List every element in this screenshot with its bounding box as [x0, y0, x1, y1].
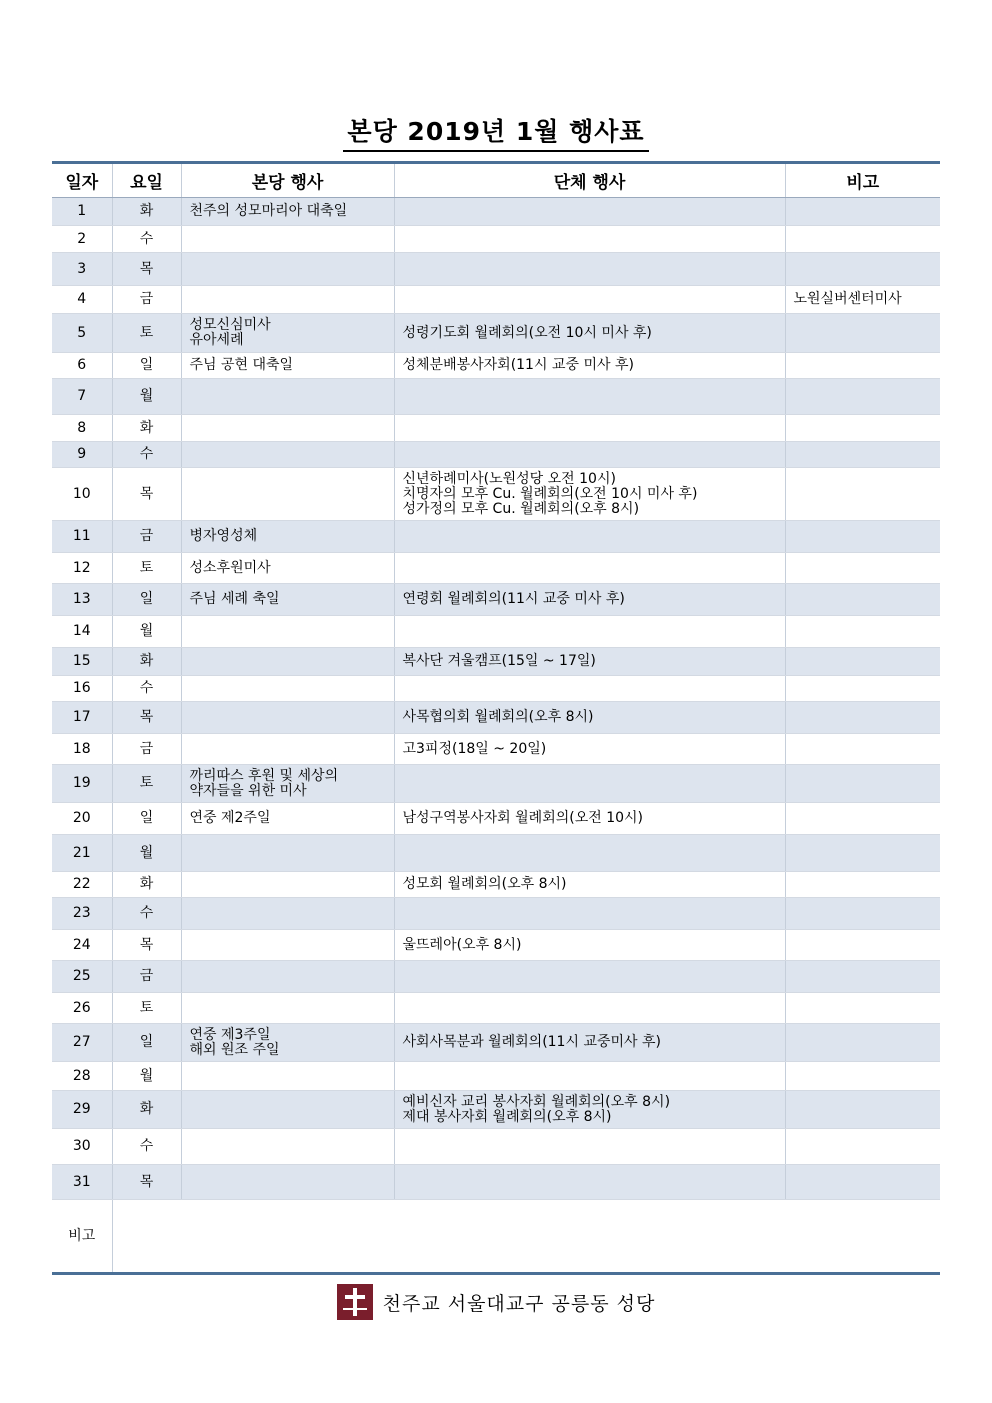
- cell-remarks: [785, 961, 940, 993]
- cell-remarks: [785, 872, 940, 898]
- cell-parish-event-line: 연중 제2주일: [189, 810, 271, 826]
- cell-parish-event: [181, 286, 394, 314]
- table-row: [52, 468, 940, 521]
- cell-group-event-line: 성모회 월례회의(오후 8시): [402, 876, 567, 892]
- cell-day: 수: [112, 1129, 181, 1165]
- cell-parish-event-line: 약자들을 위한 미사: [189, 782, 307, 799]
- cell-day: 금: [112, 286, 181, 314]
- table-row: [52, 353, 940, 379]
- cell-parish-event: [181, 415, 394, 442]
- cell-parish-event: [181, 835, 394, 872]
- cell-day: 수: [112, 226, 181, 253]
- cell-parish-event: [181, 993, 394, 1024]
- cell-date: 31: [52, 1165, 112, 1200]
- table-row: [52, 379, 940, 415]
- table-row: [52, 1129, 940, 1165]
- cell-date: 1: [52, 198, 112, 226]
- cell-remarks: [785, 1024, 940, 1062]
- table-row: [52, 1091, 940, 1129]
- cell-day: 목: [112, 1165, 181, 1200]
- footer-text: 천주교 서울대교구 공릉동 성당: [382, 1292, 656, 1315]
- note-row: [52, 1200, 940, 1274]
- cell-group-event: [394, 415, 785, 442]
- cell-remarks: [785, 1062, 940, 1091]
- table-row: [52, 1024, 940, 1062]
- page-title: 본당 2019년 1월 행사표: [343, 112, 648, 152]
- note-label: 비고: [52, 1200, 112, 1274]
- cell-group-event: [394, 898, 785, 930]
- cell-group-event: [394, 286, 785, 314]
- table-row: [52, 584, 940, 616]
- cell-parish-event-line: 병자영성체: [189, 528, 258, 544]
- cell-date: 26: [52, 993, 112, 1024]
- cell-date: 21: [52, 835, 112, 872]
- table-row: [52, 198, 940, 226]
- cell-remarks: [785, 765, 940, 803]
- cell-remarks: [785, 584, 940, 616]
- table-row: [52, 1062, 940, 1091]
- cell-parish-event: [181, 1129, 394, 1165]
- cell-remarks: [785, 468, 940, 521]
- cell-group-event: [394, 521, 785, 553]
- cell-parish-event-line: 유아세례: [189, 332, 244, 348]
- cell-remarks: [785, 1129, 940, 1165]
- cell-date: 23: [52, 898, 112, 930]
- cell-group-event: [394, 1165, 785, 1200]
- cell-day: 화: [112, 415, 181, 442]
- table-row: [52, 898, 940, 930]
- table-row: [52, 521, 940, 553]
- cell-group-event: [394, 226, 785, 253]
- cell-group-event: [394, 835, 785, 872]
- cell-day: 토: [112, 993, 181, 1024]
- table-row: [52, 872, 940, 898]
- cell-day: 금: [112, 521, 181, 553]
- cell-date: 22: [52, 872, 112, 898]
- cell-date: 12: [52, 553, 112, 584]
- cell-parish-event-line: 성소후원미사: [189, 559, 271, 576]
- cell-parish-event: [181, 702, 394, 734]
- cell-day: 목: [112, 930, 181, 961]
- cell-day: 수: [112, 442, 181, 468]
- cell-remarks: [785, 226, 940, 253]
- cell-group-event: [394, 379, 785, 415]
- cell-remarks: [785, 521, 940, 553]
- cell-parish-event: [181, 584, 394, 616]
- header-date: 일자: [52, 163, 112, 198]
- cell-date: 15: [52, 648, 112, 676]
- table-row: [52, 442, 940, 468]
- cell-parish-event: [181, 872, 394, 898]
- church-logo-icon: [337, 1284, 373, 1320]
- cell-remarks: [785, 930, 940, 961]
- cell-parish-event: [181, 765, 394, 803]
- cell-group-event-line: 복사단 겨울캠프(15일 ~ 17일): [402, 653, 596, 669]
- cell-remarks: [785, 415, 940, 442]
- cell-day: 월: [112, 835, 181, 872]
- cell-date: 28: [52, 1062, 112, 1091]
- cell-parish-event: [181, 616, 394, 648]
- cell-remarks: [785, 835, 940, 872]
- table-row: [52, 993, 940, 1024]
- cell-parish-event: [181, 676, 394, 702]
- cell-group-event: [394, 734, 785, 765]
- cell-date: 25: [52, 961, 112, 993]
- cell-group-event: [394, 872, 785, 898]
- cell-remarks: [785, 198, 940, 226]
- cell-day: 일: [112, 584, 181, 616]
- cell-group-event-line: 남성구역봉사자회 월례회의(오전 10시): [402, 810, 643, 826]
- cell-group-event-line: 고3피정(18일 ~ 20일): [402, 740, 547, 757]
- cell-group-event-line: 성령기도회 월례회의(오전 10시 미사 후): [402, 324, 652, 341]
- cell-group-event-line: 울뜨레아(오후 8시): [402, 936, 522, 953]
- cell-day: 화: [112, 198, 181, 226]
- cell-remarks: [785, 379, 940, 415]
- cell-day: 목: [112, 253, 181, 286]
- cell-group-event: [394, 198, 785, 226]
- cell-parish-event: [181, 803, 394, 835]
- cell-date: 18: [52, 734, 112, 765]
- table-row: [52, 415, 940, 442]
- cell-remarks: [785, 1091, 940, 1129]
- table-row: [52, 930, 940, 961]
- cell-parish-event: [181, 468, 394, 521]
- cell-parish-event: [181, 314, 394, 353]
- cell-day: 화: [112, 872, 181, 898]
- cell-group-event: [394, 765, 785, 803]
- schedule-table: [52, 161, 940, 1275]
- table-row: [52, 676, 940, 702]
- cell-day: 월: [112, 616, 181, 648]
- cell-remarks: [785, 898, 940, 930]
- cell-day: 월: [112, 379, 181, 415]
- cell-parish-event-line: 연중 제3주일: [189, 1026, 271, 1043]
- cell-date: 20: [52, 803, 112, 835]
- cell-remarks: [785, 616, 940, 648]
- cell-group-event-line: 예비신자 교리 봉사자회 월례회의(오후 8시): [402, 1093, 671, 1110]
- header-day: 요일: [112, 163, 181, 198]
- table-row: [52, 553, 940, 584]
- cell-remarks: [785, 993, 940, 1024]
- cell-remarks: [785, 803, 940, 835]
- header-row: [52, 163, 940, 198]
- cell-group-event: [394, 468, 785, 521]
- cell-group-event: [394, 961, 785, 993]
- header-remarks: 비고: [785, 163, 940, 198]
- cell-group-event: [394, 930, 785, 961]
- cell-remarks: [785, 734, 940, 765]
- cell-date: 17: [52, 702, 112, 734]
- header-group-events: 단체 행사: [394, 163, 785, 198]
- cell-group-event: [394, 584, 785, 616]
- table-row: [52, 835, 940, 872]
- cell-date: 4: [52, 286, 112, 314]
- cell-parish-event: [181, 553, 394, 584]
- cell-group-event: [394, 1024, 785, 1062]
- cell-date: 19: [52, 765, 112, 803]
- cell-parish-event: [181, 1091, 394, 1129]
- cell-group-event-line: 사목협의회 월례회의(오후 8시): [402, 709, 594, 725]
- cell-parish-event: [181, 734, 394, 765]
- cell-group-event: [394, 616, 785, 648]
- cell-remarks: [785, 676, 940, 702]
- cell-parish-event: [181, 226, 394, 253]
- cell-day: 수: [112, 676, 181, 702]
- cell-day: 일: [112, 803, 181, 835]
- cell-parish-event: [181, 1024, 394, 1062]
- cell-group-event-line: 연령회 월례회의(11시 교중 미사 후): [402, 591, 625, 607]
- table-row: [52, 734, 940, 765]
- cell-parish-event: [181, 521, 394, 553]
- cell-remarks: [785, 314, 940, 353]
- cell-group-event: [394, 1129, 785, 1165]
- cell-group-event-line: 제대 봉사자회 월례회의(오후 8시): [402, 1108, 612, 1125]
- cell-remarks: [785, 648, 940, 676]
- cell-group-event-line: 사회사목분과 월례회의(11시 교중미사 후): [402, 1034, 661, 1050]
- cell-group-event: [394, 553, 785, 584]
- cell-parish-event: [181, 379, 394, 415]
- cell-group-event-line: 성체분배봉사자회(11시 교중 미사 후): [402, 357, 634, 373]
- cell-parish-event-line: 성모신심미사: [189, 317, 271, 333]
- table-row: [52, 253, 940, 286]
- table-row: [52, 803, 940, 835]
- schedule-body: [52, 198, 940, 1200]
- cell-parish-event: [181, 1062, 394, 1091]
- cell-group-event: [394, 648, 785, 676]
- table-row: [52, 616, 940, 648]
- table-row: [52, 314, 940, 353]
- header-parish-events: 본당 행사: [181, 163, 394, 198]
- cell-day: 월: [112, 1062, 181, 1091]
- cell-group-event: [394, 353, 785, 379]
- cell-day: 일: [112, 353, 181, 379]
- cell-parish-event: [181, 648, 394, 676]
- table-row: [52, 1165, 940, 1200]
- table-row: [52, 765, 940, 803]
- cell-date: 2: [52, 226, 112, 253]
- cell-day: 목: [112, 468, 181, 521]
- cell-remarks: [785, 442, 940, 468]
- cell-group-event-line: 신년하례미사(노원성당 오전 10시): [402, 470, 616, 487]
- cell-day: 토: [112, 314, 181, 353]
- title-wrap: [0, 112, 992, 152]
- cell-group-event: [394, 442, 785, 468]
- cell-date: 11: [52, 521, 112, 553]
- cell-date: 5: [52, 314, 112, 353]
- cell-date: 29: [52, 1091, 112, 1129]
- cell-date: 13: [52, 584, 112, 616]
- cell-parish-event: [181, 898, 394, 930]
- cell-group-event: [394, 1062, 785, 1091]
- table-row: [52, 286, 940, 314]
- cell-remarks: [785, 353, 940, 379]
- cell-date: 6: [52, 353, 112, 379]
- cell-group-event: [394, 1091, 785, 1129]
- cell-day: 금: [112, 734, 181, 765]
- cell-parish-event: [181, 253, 394, 286]
- cell-group-event: [394, 314, 785, 353]
- cell-date: 9: [52, 442, 112, 468]
- footer: [0, 1284, 992, 1324]
- cell-day: 수: [112, 898, 181, 930]
- cell-date: 27: [52, 1024, 112, 1062]
- table-row: [52, 961, 940, 993]
- cell-day: 화: [112, 648, 181, 676]
- cell-parish-event-line: 주님 세례 축일: [189, 591, 280, 607]
- cell-day: 토: [112, 765, 181, 803]
- cell-date: 24: [52, 930, 112, 961]
- cell-parish-event: [181, 930, 394, 961]
- cell-parish-event-line: 까리따스 후원 및 세상의: [189, 767, 339, 784]
- cell-parish-event: [181, 442, 394, 468]
- cell-parish-event-line: 천주의 성모마리아 대축일: [189, 203, 348, 219]
- cell-date: 8: [52, 415, 112, 442]
- cell-date: 7: [52, 379, 112, 415]
- cell-day: 목: [112, 702, 181, 734]
- table-row: [52, 702, 940, 734]
- cell-group-event: [394, 253, 785, 286]
- cell-day: 일: [112, 1024, 181, 1062]
- cell-group-event: [394, 803, 785, 835]
- cell-parish-event: [181, 1165, 394, 1200]
- cell-day: 화: [112, 1091, 181, 1129]
- cell-group-event: [394, 676, 785, 702]
- cell-parish-event: [181, 353, 394, 379]
- table-row: [52, 648, 940, 676]
- cell-parish-event-line: 주님 공현 대축일: [189, 357, 294, 373]
- cell-group-event: [394, 702, 785, 734]
- cell-day: 금: [112, 961, 181, 993]
- cell-remarks: [785, 1165, 940, 1200]
- cell-remarks: [785, 553, 940, 584]
- cell-group-event-line: 성가정의 모후 Cu. 월례회의(오후 8시): [402, 500, 640, 517]
- table-row: [52, 226, 940, 253]
- cell-parish-event-line: 해외 원조 주일: [189, 1041, 280, 1058]
- cell-parish-event: [181, 198, 394, 226]
- cell-remarks: 노원실버센터미사: [785, 286, 940, 314]
- cell-date: 10: [52, 468, 112, 521]
- cell-date: 30: [52, 1129, 112, 1165]
- cell-date: 14: [52, 616, 112, 648]
- cell-date: 3: [52, 253, 112, 286]
- cell-day: 토: [112, 553, 181, 584]
- note-content: [112, 1200, 940, 1274]
- cell-remarks: [785, 702, 940, 734]
- cell-parish-event: [181, 961, 394, 993]
- cell-group-event: [394, 993, 785, 1024]
- cell-group-event-line: 치명자의 모후 Cu. 월례회의(오전 10시 미사 후): [402, 485, 698, 502]
- cell-remarks: [785, 253, 940, 286]
- cell-date: 16: [52, 676, 112, 702]
